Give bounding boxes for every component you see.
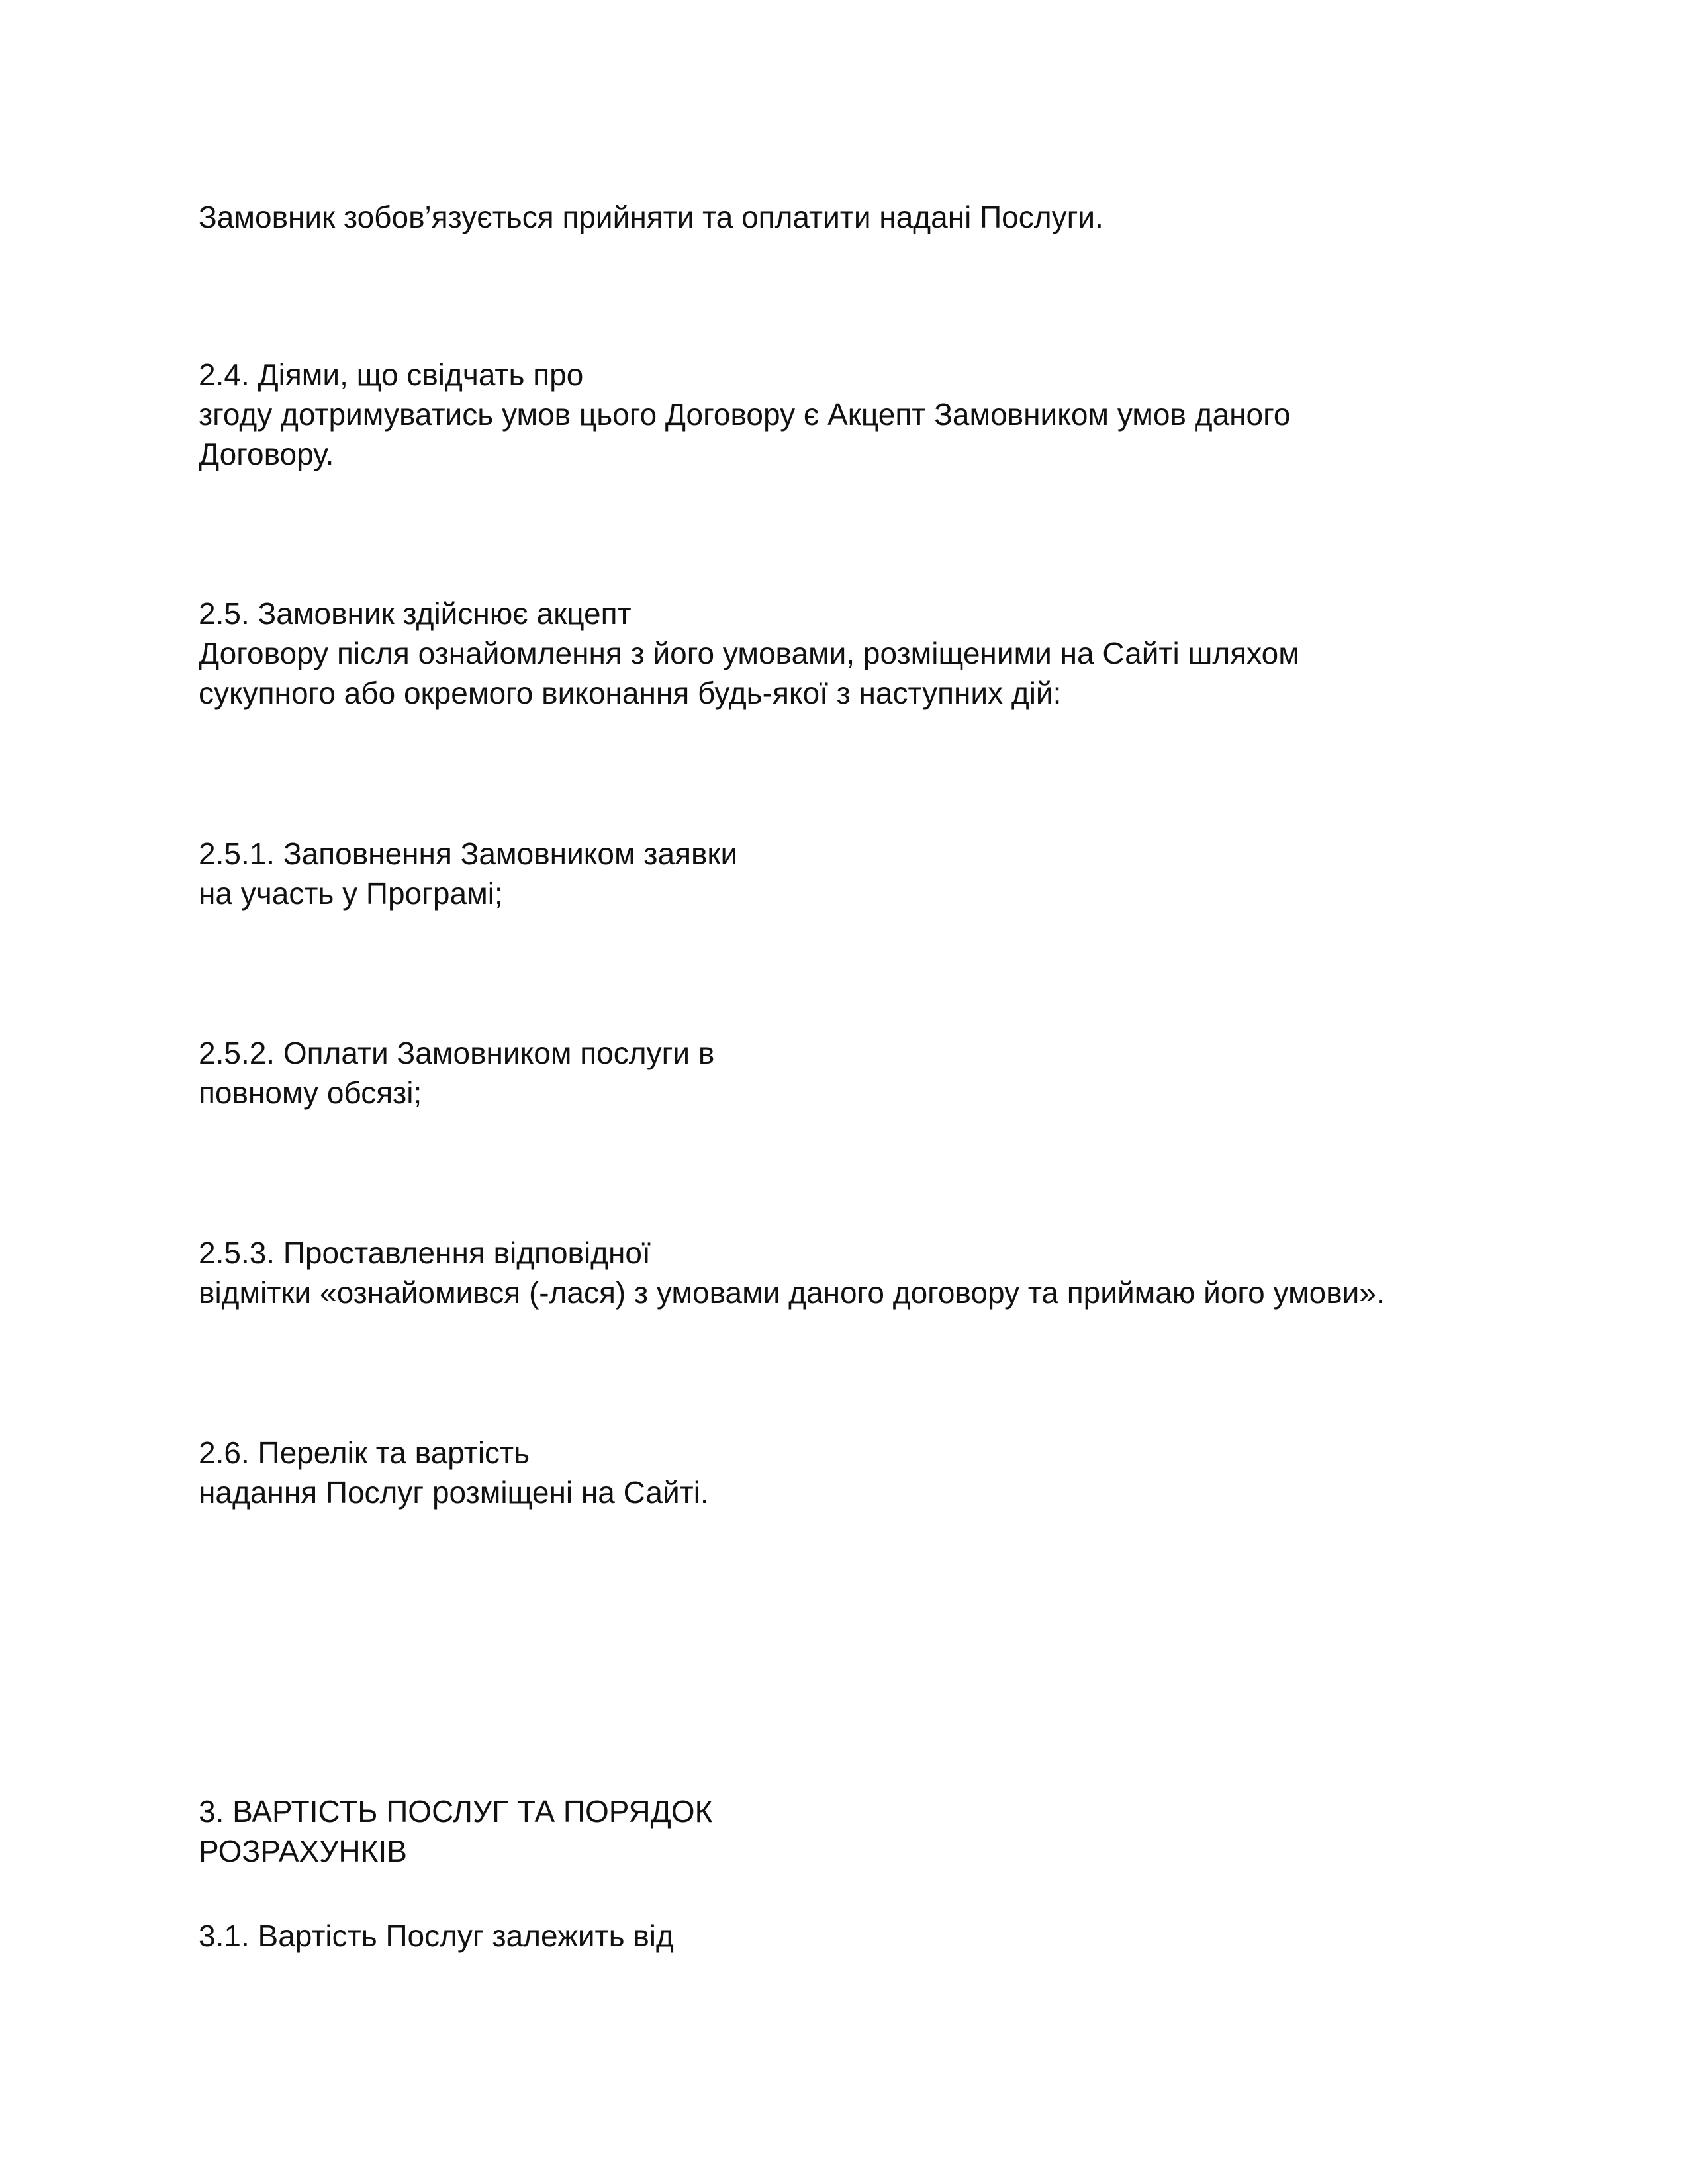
text-line: відмітки «ознайомився (-лася) з умовами даного договору та приймаю його умови». bbox=[199, 1275, 1385, 1310]
clause-2-5-2 bbox=[199, 1033, 714, 1113]
text-line: на участь у Програмі; bbox=[199, 876, 503, 911]
text-line: Договору після ознайомлення з його умовами, розміщеними на Сайті шляхом bbox=[199, 636, 1299, 670]
text-line: сукупного або окремого виконання будь-якої з наступних дій: bbox=[199, 676, 1062, 710]
text-line: РОЗРАХУНКІВ bbox=[199, 1834, 407, 1868]
section-3-heading bbox=[199, 1792, 712, 1871]
clause-2-5-3 bbox=[199, 1233, 1385, 1312]
clause-2-5 bbox=[199, 594, 1299, 713]
text-line: 3.1. Вартість Послуг залежить від bbox=[199, 1919, 674, 1953]
text-line: згоду дотримуватись умов цього Договору є Акцепт Замовником умов даного bbox=[199, 397, 1291, 432]
text-line: 2.6. Перелік та вартість bbox=[199, 1435, 530, 1470]
clause-2-5-1 bbox=[199, 834, 737, 913]
text-line: 2.5.1. Заповнення Замовником заявки bbox=[199, 837, 738, 871]
text-line: 3. ВАРТІСТЬ ПОСЛУГ ТА ПОРЯДОК bbox=[199, 1794, 713, 1829]
text-line: Замовник зобов’язується прийняти та оплатити надані Послуги. bbox=[199, 200, 1103, 234]
clause-2-4 bbox=[199, 355, 1291, 474]
text-line: 2.4. Діями, що свідчать про bbox=[199, 357, 584, 392]
paragraph-intro bbox=[199, 197, 1103, 237]
text-line: 2.5.3. Проставлення відповідної bbox=[199, 1236, 651, 1270]
text-line: 2.5. Замовник здійснює акцепт bbox=[199, 596, 632, 631]
clause-2-6 bbox=[199, 1433, 709, 1512]
text-line: повному обсязі; bbox=[199, 1075, 422, 1110]
clause-3-1 bbox=[199, 1916, 674, 1956]
text-line: Договору. bbox=[199, 437, 334, 471]
text-line: 2.5.2. Оплати Замовником послуги в bbox=[199, 1036, 715, 1070]
text-line: надання Послуг розміщені на Сайті. bbox=[199, 1475, 709, 1510]
